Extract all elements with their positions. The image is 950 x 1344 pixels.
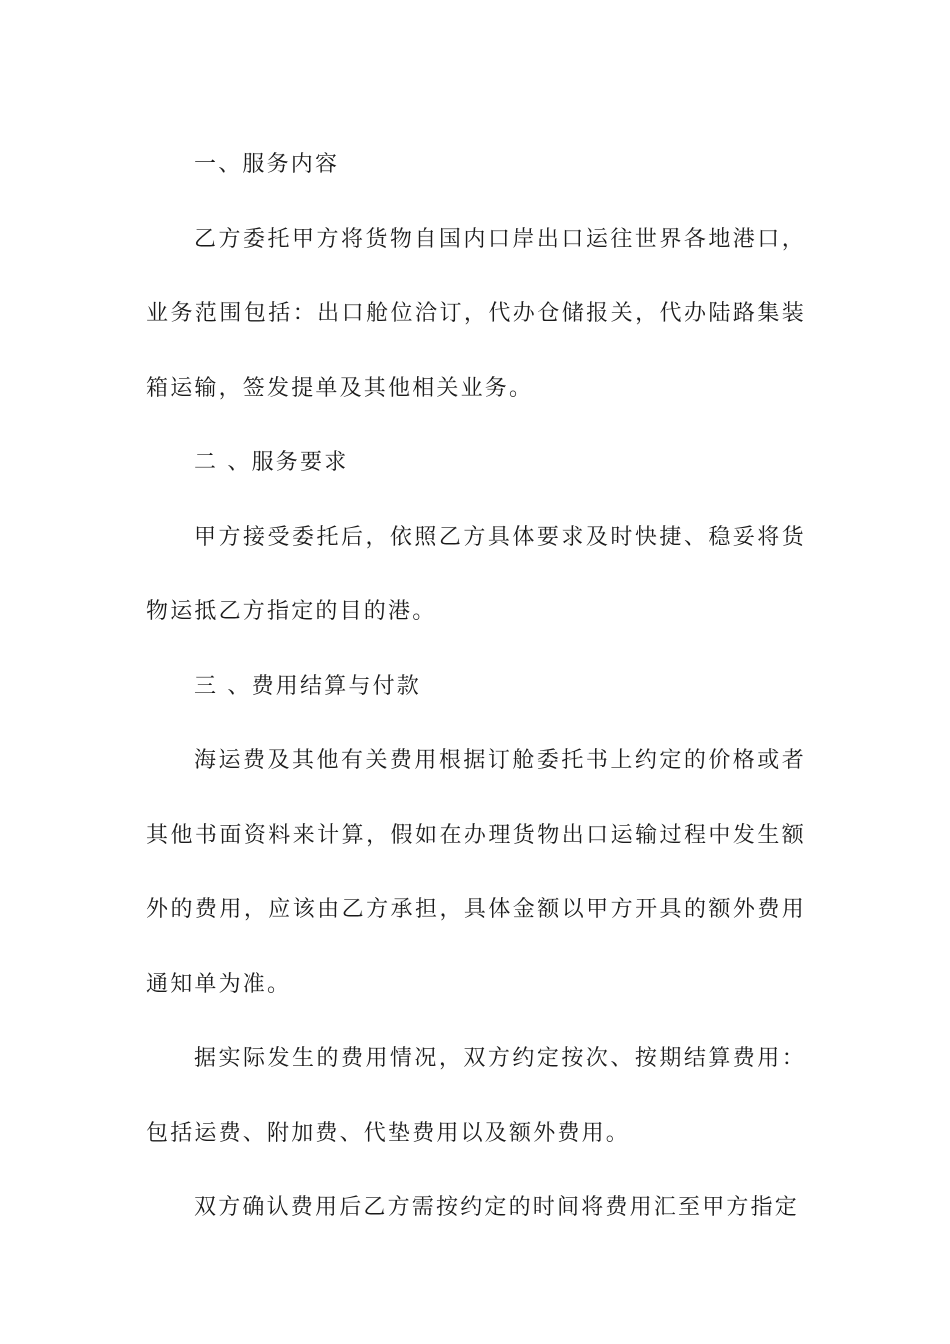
section-heading-service-requirements: 二 、服务要求 [194, 450, 349, 475]
document-body [146, 128, 806, 1246]
section-heading-service-content: 一、服务内容 [194, 152, 340, 177]
section-heading-fee-settlement: 三 、费用结算与付款 [194, 673, 421, 699]
paragraph-settlement-terms: 据实际发生的费用情况，双方约定按次、按期结算费用：包括运费、附加费、代垫费用以及额外费用。 [146, 1046, 806, 1146]
paragraph-service-requirements: 甲方接受委托后，依照乙方具体要求及时快捷、稳妥将货物运抵乙方指定的目的港。 [146, 524, 806, 624]
paragraph-fee-calculation: 海运费及其他有关费用根据订舱委托书上约定的价格或者其他书面资料来计算，假如在办理货物出口运输过程中发生额外的费用，应该由乙方承担，具体金额以甲方开具的额外费用通知单为准。 [146, 748, 806, 997]
paragraph-payment-remittance: 双方确认费用后乙方需按约定的时间将费用汇至甲方指定 [194, 1195, 800, 1220]
paragraph-service-scope: 乙方委托甲方将货物自国内口岸出口运往世界各地港口，业务范围包括：出口舱位洽订，代办仓储报关，代办陆路集装箱运输，签发提单及其他相关业务。 [146, 226, 806, 401]
